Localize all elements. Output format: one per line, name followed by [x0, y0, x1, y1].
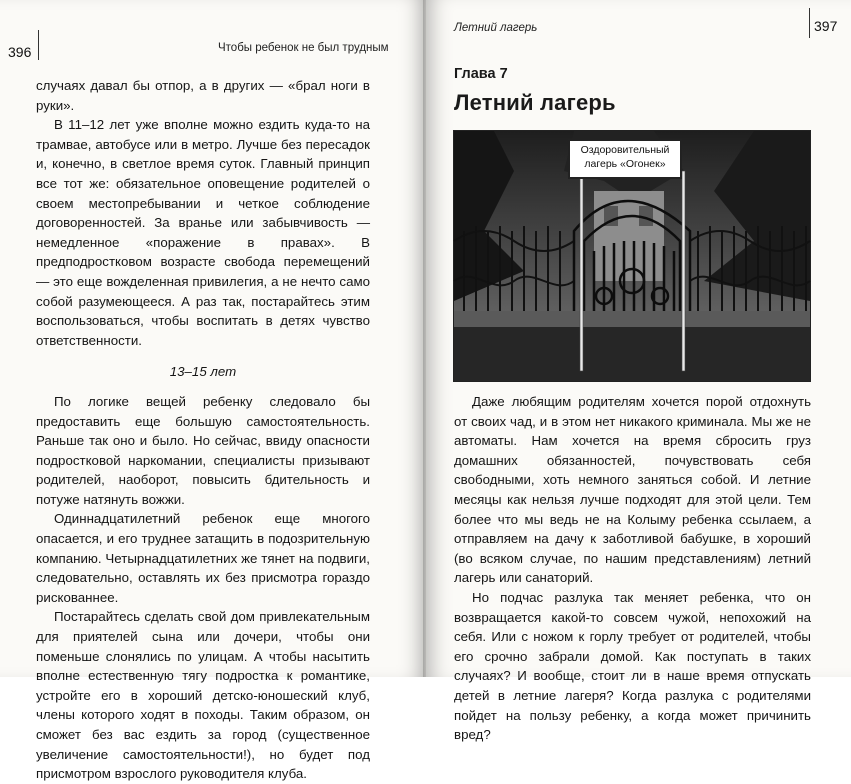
left-body-text — [36, 76, 370, 784]
header-rule-vertical-left — [38, 30, 39, 60]
chapter-title: Летний лагерь — [454, 90, 616, 115]
page-number-left: 396 — [8, 44, 32, 60]
paragraph: Постарайтесь сделать свой дом привлекательным для приятелей сына или дочери, чтобы они поменьше слонялись по улицам. А чтобы насытить вполне естественную тягу подростка к романтике, устройте его в хороший детско-юношеский клуб, члены которого ходят в походы. Таким образом, он сможет без вас ездить за город (существенное увеличение самостоятельности!), но будет под присмотром взрослого руководителя клуба. — [36, 609, 370, 782]
paragraph: Одиннадцатилетний ребенок еще многого опасается, и его труднее затащить в подозрительную компанию. Четырнадцатилетних же тянет на подвиги, следовательно, оставлять их без присмотра гораздо рискованнее. — [36, 511, 370, 605]
paragraph: Даже любящим родителям хочется порой отдохнуть от своих чад, и в этом нет никакого криминала. Мы же не автоматы. Нам хочется на время сбросить груз домашних обязанностей, почувствовать себя свободными, хоть немного заняться собой. И летние месяцы как нельзя лучше подходят для этой цели. Тем более что мы ведь не на Колыму ребенка ссылаем, а отправляем на дачу к заботливой бабушке, в хороший (во всяком случае, по нашим представлениям) летний лагерь или санаторий. — [454, 394, 811, 586]
page-number-right: 397 — [814, 18, 838, 34]
section-subheading: 13–15 лет — [169, 364, 237, 380]
paragraph: Но подчас разлука так меняет ребенка, что он возвращается какой-то совсем чужой, непохожий на себя. Или с ножом к горлу требует от родителей, чтобы его срочно забрали домой. Как поступать в таких случаях? И вообще, стоит ли в наше время отпускать детей в летние лагеря? Когда разлука с родителями пойдет на пользу ребенку, а когда может причинить вред? — [454, 589, 811, 743]
right-body-text — [454, 392, 811, 745]
left-page — [0, 0, 426, 782]
header-rule-vertical-right — [809, 8, 810, 38]
running-head-left: Чтобы ребенок не был трудным — [218, 42, 389, 54]
camp-gate-illustration — [453, 130, 811, 382]
running-head-right: Летний лагерь — [454, 22, 538, 34]
sign-line-1: Оздоровительный — [580, 144, 670, 156]
sign-line-2: лагерь «Огонек» — [584, 158, 666, 170]
paragraph: В 11–12 лет уже вполне можно ездить куда-то на трамвае, автобусе или в метро. Лучше без пересадок и, конечно, в светлое время суток. Главный принцип все тот же: обязательное оповещение родителей о своем местопребывании и четкое соблюдение договоренностей. За вранье или забывчивость — немедленное «поражение в правах». В предподростковом возрасте свобода перемещений — это еще вожделенная привилегия, а не нечто само собой разумеющееся. А раз так, постарайтесь этим воспользоваться, чтобы воспитать в детях чувство ответственности. — [36, 117, 370, 348]
paragraph: По логике вещей ребенку следовало бы предоставить еще большую самостоятельность. Раньше так оно и было. Но сейчас, ввиду опасности подростковой наркомании, специалисты призывают родителей, наоборот, повысить бдительность и потуже натянуть вожжи. — [36, 393, 370, 507]
paragraph: случаях давал бы отпор, а в других — «брал ноги в руки». — [36, 78, 370, 113]
camp-sign — [568, 139, 682, 179]
chapter-label: Глава 7 — [454, 66, 508, 82]
